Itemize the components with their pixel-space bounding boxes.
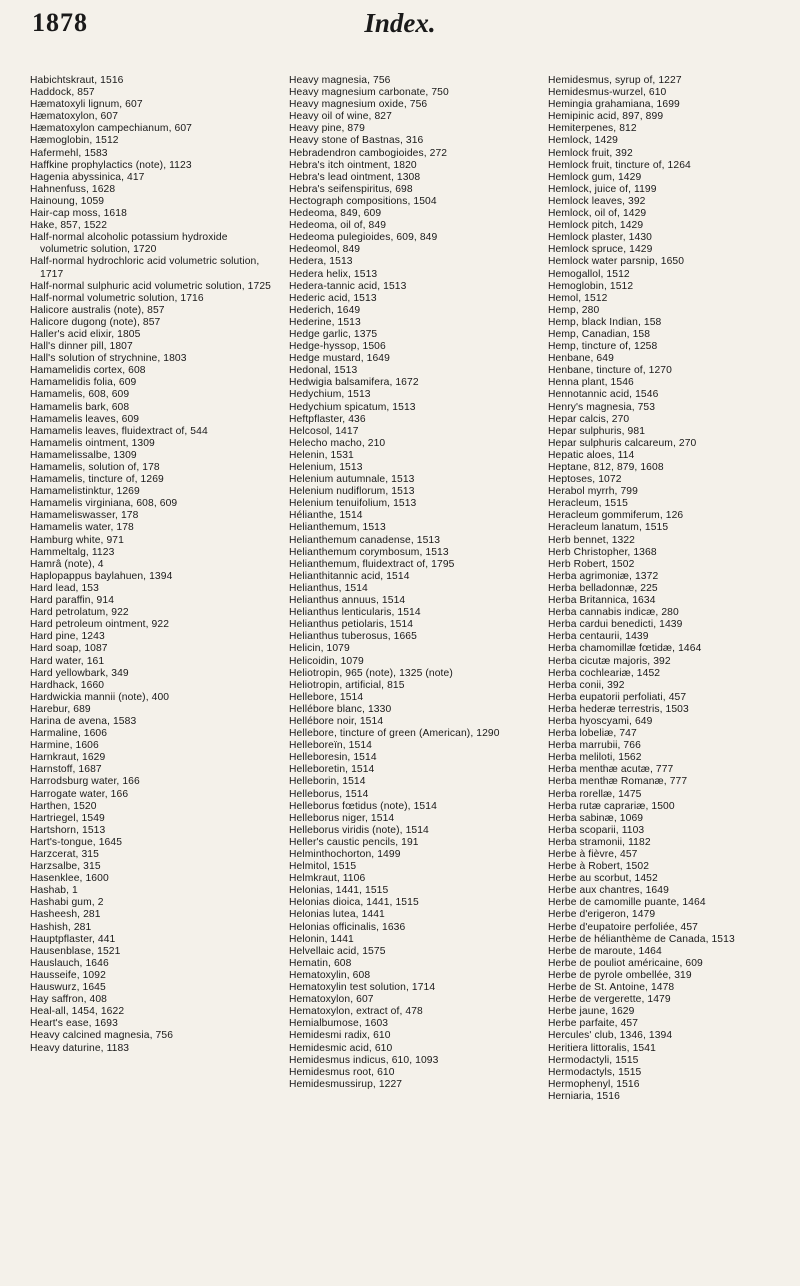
index-entry: Hæmoglobin, 1512 [30, 135, 119, 147]
index-entry: Hay saffron, 408 [30, 994, 107, 1006]
index-entry: Henbane, 649 [548, 353, 614, 365]
index-entry: Helleborus fœtidus (note), 1514 [289, 800, 437, 812]
index-entry: Hepar sulphuris, 981 [548, 425, 646, 437]
index-entry: Herbe à Robert, 1502 [548, 861, 650, 873]
index-entry: Heller's caustic pencils, 191 [289, 836, 419, 848]
index-entry: Herbe de vergerette, 1479 [548, 994, 671, 1006]
index-entry: Hemlock fruit, 392 [548, 147, 633, 159]
index-entry: Helicoidin, 1079 [289, 655, 364, 667]
index-entry: Herba centaurii, 1439 [548, 631, 649, 643]
index-entry: Hemidesmussirup, 1227 [289, 1078, 403, 1090]
index-entry: Hard soap, 1087 [30, 643, 108, 655]
index-entry: Hemidesmi radix, 610 [289, 1030, 391, 1042]
index-entry: Hederich, 1649 [289, 304, 361, 316]
index-entry: Hellebore, 1514 [289, 691, 364, 703]
index-entry: Harmaline, 1606 [30, 728, 108, 740]
index-entry: Harrogate water, 166 [30, 788, 129, 800]
index-entry: Halicore australis (note), 857 [30, 304, 165, 316]
index-entry: Hæmatoxyli lignum, 607 [30, 99, 143, 111]
index-entry: Helmkraut, 1106 [289, 873, 366, 885]
index-entry: Herba stramonii, 1182 [548, 836, 651, 848]
index-entry: Herb Christopher, 1368 [548, 546, 657, 558]
index-entry: Hedera, 1513 [289, 256, 353, 268]
index-entry: Helianthus lenticularis, 1514 [289, 607, 421, 619]
index-entry: Heptoses, 1072 [548, 474, 622, 486]
index-entry: Hashab, 1 [30, 885, 78, 897]
index-entry: Hermodactyls, 1515 [548, 1066, 642, 1078]
index-entry: Hauslauch, 1646 [30, 957, 109, 969]
index-entry: Herba sabinæ, 1069 [548, 812, 644, 824]
index-entry: Hardhack, 1660 [30, 679, 105, 691]
index-entry: Hemidesmus, syrup of, 1227 [548, 75, 682, 86]
index-entry: Hamamelis water, 178 [30, 522, 134, 534]
index-entry: Herba rutæ caprariæ, 1500 [548, 800, 675, 812]
index-entry: Hectograph compositions, 1504 [289, 195, 437, 207]
index-entry: Herabol myrrh, 799 [548, 486, 638, 498]
index-entry: Hauswurz, 1645 [30, 982, 106, 994]
index-entry: Hasenklee, 1600 [30, 873, 109, 885]
index-entry: Helenium nudiflorum, 1513 [289, 486, 415, 498]
index-entry: Hamamelissalbe, 1309 [30, 449, 137, 461]
index-entry: Herbe parfaite, 457 [548, 1018, 639, 1030]
index-column-3 [548, 75, 793, 1275]
index-entry: Hasheesh, 281 [30, 909, 101, 921]
index-entry: Herbe d'erigeron, 1479 [548, 909, 656, 921]
index-entry: Hemlock pitch, 1429 [548, 220, 644, 232]
index-entry: Herba eupatorii perfoliati, 457 [548, 691, 687, 703]
index-entry: Herb Robert, 1502 [548, 558, 635, 570]
index-entry: Half-normal alcoholic potassium hydroxide volumetric solution, 1720 [30, 232, 228, 256]
index-entry: Harina de avena, 1583 [30, 715, 137, 727]
index-entry: Herba cicutæ majoris, 392 [548, 655, 671, 667]
index-entry: Heracleum gommiferum, 126 [548, 510, 684, 522]
index-entry: Heart's ease, 1693 [30, 1018, 118, 1030]
index-entry: Heavy magnesium oxide, 756 [289, 99, 428, 111]
index-entry: Herba Britannica, 1634 [548, 595, 656, 607]
index-entry: Herba cochleariæ, 1452 [548, 667, 661, 679]
index-entry: Hard pine, 1243 [30, 631, 105, 643]
index-entry: Half-normal volumetric solution, 1716 [30, 292, 204, 304]
index-entry: Heavy stone of Bastnas, 316 [289, 135, 424, 147]
index-entry: Hamrâ (note), 4 [30, 558, 104, 570]
index-entry: Hepar calcis, 270 [548, 413, 630, 425]
index-entry: Helleboresin, 1514 [289, 752, 377, 764]
index-entry: Helenin, 1531 [289, 449, 354, 461]
index-entry: Heavy magnesia, 756 [289, 75, 391, 86]
index-entry: Helianthus petiolaris, 1514 [289, 619, 414, 631]
index-entry: Herba belladonnæ, 225 [548, 582, 658, 594]
index-entry: Helmitol, 1515 [289, 861, 357, 873]
index-entry: Hellebore, tincture of green (American), 1290 [289, 728, 500, 740]
index-entry: Hafermehl, 1583 [30, 147, 108, 159]
index-entry: Herba hyoscyami, 649 [548, 715, 653, 727]
index-entry: Helianthemum, 1513 [289, 522, 386, 534]
index-entry: Hemingia grahamiana, 1699 [548, 99, 680, 111]
index-entry: Helianthus, 1514 [289, 582, 368, 594]
index-entry: Hedeoma, oil of, 849 [289, 220, 387, 232]
index-entry: Harmine, 1606 [30, 740, 99, 752]
index-entry: Heavy magnesium carbonate, 750 [289, 87, 449, 99]
index-entry: Hardwickia mannii (note), 400 [30, 691, 170, 703]
index-entry: Hahnenfuss, 1628 [30, 183, 116, 195]
index-entry: Heavy oil of wine, 827 [289, 111, 392, 123]
index-entry: Herba menthæ acutæ, 777 [548, 764, 674, 776]
index-entry: Herbe de St. Antoine, 1478 [548, 982, 675, 994]
index-entry: Hartshorn, 1513 [30, 824, 106, 836]
index-entry: Herbe de maroute, 1464 [548, 945, 662, 957]
index-entry: Henbane, tincture of, 1270 [548, 365, 672, 377]
index-entry: Hemlock plaster, 1430 [548, 232, 652, 244]
index-entry: Heritiera littoralis, 1541 [548, 1042, 656, 1054]
index-entry: Hemidesmus-wurzel, 610 [548, 87, 667, 99]
index-entry: Hedwigia balsamifera, 1672 [289, 377, 419, 389]
index-entry: Hedeoma, 849, 609 [289, 208, 382, 220]
index-entry: Hemidesmus root, 610 [289, 1066, 395, 1078]
index-entry: Hedge garlic, 1375 [289, 328, 378, 340]
index-entry: Herba marrubii, 766 [548, 740, 641, 752]
index-entry: Hercules' club, 1346, 1394 [548, 1030, 673, 1042]
index-entry: Herbe jaune, 1629 [548, 1006, 635, 1018]
index-entry: Helonin, 1441 [289, 933, 354, 945]
index-entry: Herbe de pyrole ombellée, 319 [548, 969, 692, 981]
index-entry: Hard yellowbark, 349 [30, 667, 129, 679]
index-entry: Hæmatoxylon, 607 [30, 111, 119, 123]
index-entry: Hamamelis, 608, 609 [30, 389, 130, 401]
index-entry: Haddock, 857 [30, 87, 95, 99]
index-entry: Hemp, tincture of, 1258 [548, 341, 658, 353]
index-entry: Hausseife, 1092 [30, 969, 106, 981]
index-entry: Hemlock water parsnip, 1650 [548, 256, 685, 268]
index-entry: Helleborus niger, 1514 [289, 812, 395, 824]
index-entry: Hamamelis ointment, 1309 [30, 437, 155, 449]
index-entry: Henry's magnesia, 753 [548, 401, 656, 413]
index-entry: Hematoxylin, 608 [289, 969, 371, 981]
index-entry: Hemlock spruce, 1429 [548, 244, 653, 256]
index-entry: Hedonal, 1513 [289, 365, 358, 377]
index-entry: Hemp, 280 [548, 304, 600, 316]
index-entry: Hartriegel, 1549 [30, 812, 105, 824]
index-entry: Hepar sulphuris calcareum, 270 [548, 437, 697, 449]
index-entry: Hemol, 1512 [548, 292, 608, 304]
index-entry: Herbe au scorbut, 1452 [548, 873, 658, 885]
index-entry: Helvellaic acid, 1575 [289, 945, 386, 957]
index-entry: Helleborin, 1514 [289, 776, 366, 788]
index-entry: Hematin, 608 [289, 957, 352, 969]
page-header [0, 0, 800, 64]
index-columns [30, 75, 790, 1275]
index-entry: Hermophenyl, 1516 [548, 1078, 640, 1090]
index-entry: Hemp, black Indian, 158 [548, 316, 662, 328]
index-entry: Harzsalbe, 315 [30, 861, 101, 873]
index-entry: Hemp, Canadian, 158 [548, 328, 651, 340]
index-entry: Helonias lutea, 1441 [289, 909, 385, 921]
index-entry: Hashabi gum, 2 [30, 897, 104, 909]
index-entry: Herb bennet, 1322 [548, 534, 636, 546]
index-entry: Hellébore noir, 1514 [289, 715, 384, 727]
index-entry: Hausenblase, 1521 [30, 945, 121, 957]
index-entry: Hæmatoxylon campechianum, 607 [30, 123, 193, 135]
index-entry: Hematoxylin test solution, 1714 [289, 982, 436, 994]
index-entry: Harzcerat, 315 [30, 849, 99, 860]
index-entry: Heftpflaster, 436 [289, 413, 366, 425]
index-entry: Herbe à fièvre, 457 [548, 849, 638, 860]
index-entry: Helonias dioica, 1441, 1515 [289, 897, 419, 909]
index-entry: Hammeltalg, 1123 [30, 546, 115, 558]
index-entry: Habichtskraut, 1516 [30, 75, 124, 86]
index-entry: Hainoung, 1059 [30, 195, 105, 207]
index-entry: Hard paraffin, 914 [30, 595, 115, 607]
index-entry: Herba chamomillæ fœtidæ, 1464 [548, 643, 702, 655]
index-entry: Herbe de hélianthème de Canada, 1513 [548, 933, 735, 945]
index-entry: Hauptpflaster, 441 [30, 933, 116, 945]
index-entry: Herbe de pouliot américaine, 609 [548, 957, 703, 969]
index-entry: Haffkine prophylactics (note), 1123 [30, 159, 192, 171]
index-entry: Hebra's lead ointment, 1308 [289, 171, 421, 183]
index-entry: Herbe aux chantres, 1649 [548, 885, 669, 897]
index-entry: Harnstoff, 1687 [30, 764, 102, 776]
index-entry: Hall's solution of strychnine, 1803 [30, 353, 187, 365]
index-entry: Hebradendron cambogioides, 272 [289, 147, 448, 159]
index-entry: Harebur, 689 [30, 703, 91, 715]
index-entry: Harthen, 1520 [30, 800, 97, 812]
index-entry: Hemlock leaves, 392 [548, 195, 646, 207]
index-entry: Hélianthe, 1514 [289, 510, 363, 522]
index-entry: Herbe d'eupatoire perfoliée, 457 [548, 921, 698, 933]
index-entry: Hennotannic acid, 1546 [548, 389, 659, 401]
index-entry: Hematoxylon, 607 [289, 994, 374, 1006]
index-entry: Hamamelis, tincture of, 1269 [30, 474, 164, 486]
index-entry: Herba hederæ terrestris, 1503 [548, 703, 689, 715]
index-entry: Helianthemum, fluidextract of, 1795 [289, 558, 455, 570]
index-entry: Hemlock, 1429 [548, 135, 618, 147]
index-entry: Henna plant, 1546 [548, 377, 634, 389]
index-entry: Hemipinic acid, 897, 899 [548, 111, 664, 123]
index-entry: Hellébore blanc, 1330 [289, 703, 392, 715]
index-entry: Helenium autumnale, 1513 [289, 474, 415, 486]
index-entry: Hebra's itch ointment, 1820 [289, 159, 417, 171]
index-entry: Hamamelis, solution of, 178 [30, 462, 160, 473]
index-entry: Heliotropin, artificial, 815 [289, 679, 405, 691]
page-title: Index. [364, 8, 436, 38]
index-entry: Hemlock fruit, tincture of, 1264 [548, 159, 691, 171]
index-entry: Hemidesmus indicus, 610, 1093 [289, 1054, 439, 1066]
index-entry: Helcosol, 1417 [289, 425, 359, 437]
index-entry: Heptane, 812, 879, 1608 [548, 462, 664, 473]
index-entry: Hedera-tannic acid, 1513 [289, 280, 407, 292]
index-entry: Hedychium spicatum, 1513 [289, 401, 416, 413]
index-entry: Helianthemum canadense, 1513 [289, 534, 441, 546]
index-entry: Herba menthæ Romanæ, 777 [548, 776, 688, 788]
index-entry: Hederic acid, 1513 [289, 292, 377, 304]
index-entry: Hamamelidis cortex, 608 [30, 365, 146, 377]
index-entry: Hard lead, 153 [30, 582, 99, 594]
index-entry: Hemlock, juice of, 1199 [548, 183, 657, 195]
index-entry: Hedeomol, 849 [289, 244, 361, 256]
index-entry: Hake, 857, 1522 [30, 220, 108, 232]
index-entry: Helminthochorton, 1499 [289, 849, 401, 860]
index-entry: Hepatic aloes, 114 [548, 449, 635, 461]
index-entry: Heavy daturine, 1183 [30, 1042, 130, 1054]
index-column-2 [289, 75, 534, 1275]
index-entry: Hedge-hyssop, 1506 [289, 341, 386, 353]
index-entry: Helecho macho, 210 [289, 437, 386, 449]
index-entry: Haplopappus baylahuen, 1394 [30, 570, 173, 582]
index-entry: Helleborus viridis (note), 1514 [289, 824, 429, 836]
index-entry: Helianthus annuus, 1514 [289, 595, 406, 607]
index-entry: Hemlock gum, 1429 [548, 171, 642, 183]
index-entry: Hart's-tongue, 1645 [30, 836, 123, 848]
index-entry: Hard petrolatum, 922 [30, 607, 129, 619]
index-entry: Hamamelis bark, 608 [30, 401, 130, 413]
index-entry: Hemogallol, 1512 [548, 268, 630, 280]
index-entry: Hedeoma pulegioides, 609, 849 [289, 232, 438, 244]
index-entry: Half-normal sulphuric acid volumetric solution, 1725 [30, 280, 271, 292]
page-number: 1878 [32, 8, 88, 37]
index-entry: Hemialbumose, 1603 [289, 1018, 389, 1030]
index-entry: Halicore dugong (note), 857 [30, 316, 161, 328]
index-entry: Hemlock, oil of, 1429 [548, 208, 647, 220]
index-entry: Herbe de camomille puante, 1464 [548, 897, 706, 909]
index-entry: Hematoxylon, extract of, 478 [289, 1006, 423, 1018]
index-entry: Hamamelis leaves, 609 [30, 413, 140, 425]
index-entry: Harnkraut, 1629 [30, 752, 106, 764]
index-entry: Heal-all, 1454, 1622 [30, 1006, 125, 1018]
index-entry: Hebra's seifenspiritus, 698 [289, 183, 413, 195]
index-entry: Helonias, 1441, 1515 [289, 885, 389, 897]
index-column-1 [30, 75, 275, 1275]
index-entry: Hemiterpenes, 812 [548, 123, 637, 135]
index-entry: Heracleum lanatum, 1515 [548, 522, 669, 534]
index-entry: Hamamelidis folia, 609 [30, 377, 137, 389]
index-entry: Hederine, 1513 [289, 316, 361, 328]
index-entry: Hamameliswasser, 178 [30, 510, 139, 522]
index-entry: Heavy pine, 879 [289, 123, 365, 135]
index-entry: Herniaria, 1516 [548, 1090, 620, 1102]
index-entry: Hedychium, 1513 [289, 389, 371, 401]
index-entry: Herba lobeliæ, 747 [548, 728, 637, 740]
index-entry: Helleborus, 1514 [289, 788, 369, 800]
index-entry: Herba cardui benedicti, 1439 [548, 619, 683, 631]
index-entry: Hall's dinner pill, 1807 [30, 341, 133, 353]
index-entry: Hermodactyli, 1515 [548, 1054, 639, 1066]
index-entry: Helleboreïn, 1514 [289, 740, 372, 752]
index-entry: Hamamelis virginiana, 608, 609 [30, 498, 178, 510]
index-entry: Half-normal hydrochloric acid volumetric solution, 1717 [30, 256, 260, 280]
index-entry: Helonias officinalis, 1636 [289, 921, 406, 933]
index-entry: Haller's acid elixir, 1805 [30, 328, 141, 340]
index-entry: Hamamelis leaves, fluidextract of, 544 [30, 425, 208, 437]
index-entry: Heavy calcined magnesia, 756 [30, 1030, 174, 1042]
index-entry: Helicin, 1079 [289, 643, 350, 655]
index-entry: Herba meliloti, 1562 [548, 752, 642, 764]
index-entry: Hashish, 281 [30, 921, 92, 933]
index-entry: Harrodsburg water, 166 [30, 776, 140, 788]
index-entry: Herba rorellæ, 1475 [548, 788, 642, 800]
index-entry: Helianthemum corymbosum, 1513 [289, 546, 449, 558]
index-entry: Helenium tenuifolium, 1513 [289, 498, 417, 510]
index-entry: Hemoglobin, 1512 [548, 280, 634, 292]
index-entry: Heliotropin, 965 (note), 1325 (note) [289, 667, 453, 679]
index-entry: Hair-cap moss, 1618 [30, 208, 127, 220]
index-entry: Herba agrimoniæ, 1372 [548, 570, 659, 582]
index-entry: Hedera helix, 1513 [289, 268, 378, 280]
index-entry: Helianthitannic acid, 1514 [289, 570, 410, 582]
index-entry: Herba cannabis indicæ, 280 [548, 607, 679, 619]
index-entry: Hard petroleum ointment, 922 [30, 619, 170, 631]
index-entry: Hemidesmic acid, 610 [289, 1042, 393, 1054]
index-entry: Hamburg white, 971 [30, 534, 124, 546]
index-entry: Hedge mustard, 1649 [289, 353, 390, 365]
index-entry: Helenium, 1513 [289, 462, 363, 473]
index-entry: Herba conii, 392 [548, 679, 625, 691]
index-entry: Hagenia abyssinica, 417 [30, 171, 145, 183]
index-entry: Helleboretin, 1514 [289, 764, 375, 776]
index-entry: Helianthus tuberosus, 1665 [289, 631, 417, 643]
index-entry: Hard water, 161 [30, 655, 105, 667]
index-entry: Herba scoparii, 1103 [548, 824, 645, 836]
index-entry: Heracleum, 1515 [548, 498, 628, 510]
index-entry: Hamamelistinktur, 1269 [30, 486, 140, 498]
